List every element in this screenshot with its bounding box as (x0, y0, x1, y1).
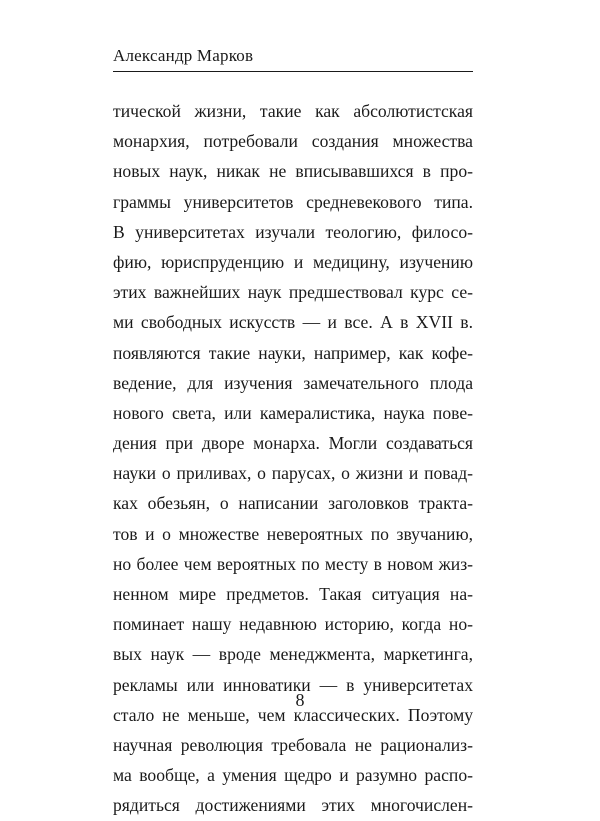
text-line: дения при дворе монарха. Могли создаваться (113, 433, 473, 454)
text-line: поминает нашу недавнюю историю, когда но- (113, 614, 473, 635)
text-line: тов и о множестве невероятных по звучанию, (113, 523, 473, 544)
text-line: граммы университетов средневекового типа. (113, 191, 473, 212)
header-rule (113, 71, 473, 72)
body-text (113, 96, 473, 821)
text-line: стало не меньше, чем классических. Поэтому (113, 704, 473, 725)
running-head-author: Александр Марков (113, 46, 254, 65)
text-line: фию, юриспруденцию и медицину, изучению (113, 251, 473, 272)
text-line: но более чем вероятных по месту в новом жиз- (113, 553, 473, 574)
text-line: нового света, или камералистика, наука пове- (113, 402, 473, 423)
text-line: тической жизни, такие как абсолютистская (113, 101, 473, 121)
text-line: ненном мире предметов. Такая ситуация на- (113, 584, 473, 604)
text-line: науки о приливах, о парусах, о жизни и повад- (113, 463, 473, 484)
text-line: научная революция требовала не рационализ- (113, 734, 473, 755)
page-number: 8 (295, 690, 305, 710)
text-line: ведение, для изучения замечательного плода (113, 372, 473, 393)
text-line: рекламы или инноватики — в университетах (113, 674, 473, 695)
text-line: ма вообще, а умения щедро и разумно распо- (113, 765, 473, 786)
text-line: новых наук, никак не вписывавшихся в про- (113, 161, 473, 182)
text-line: появляются такие науки, например, как кофе- (113, 342, 473, 363)
text-line: монархия, потребовали создания множества (113, 131, 473, 152)
text-line: вых наук — вроде менеджмента, маркетинга, (113, 644, 473, 665)
text-line: этих важнейших наук предшествовал курс се- (113, 282, 473, 303)
text-line: рядиться достижениями этих многочислен- (113, 795, 473, 816)
text-line: В университетах изучали теологию, филосо- (113, 221, 473, 242)
text-line: ках обезьян, о написании заголовков тракта- (113, 493, 473, 514)
text-line: ми свободных искусств — и все. А в XVII в. (113, 312, 473, 333)
